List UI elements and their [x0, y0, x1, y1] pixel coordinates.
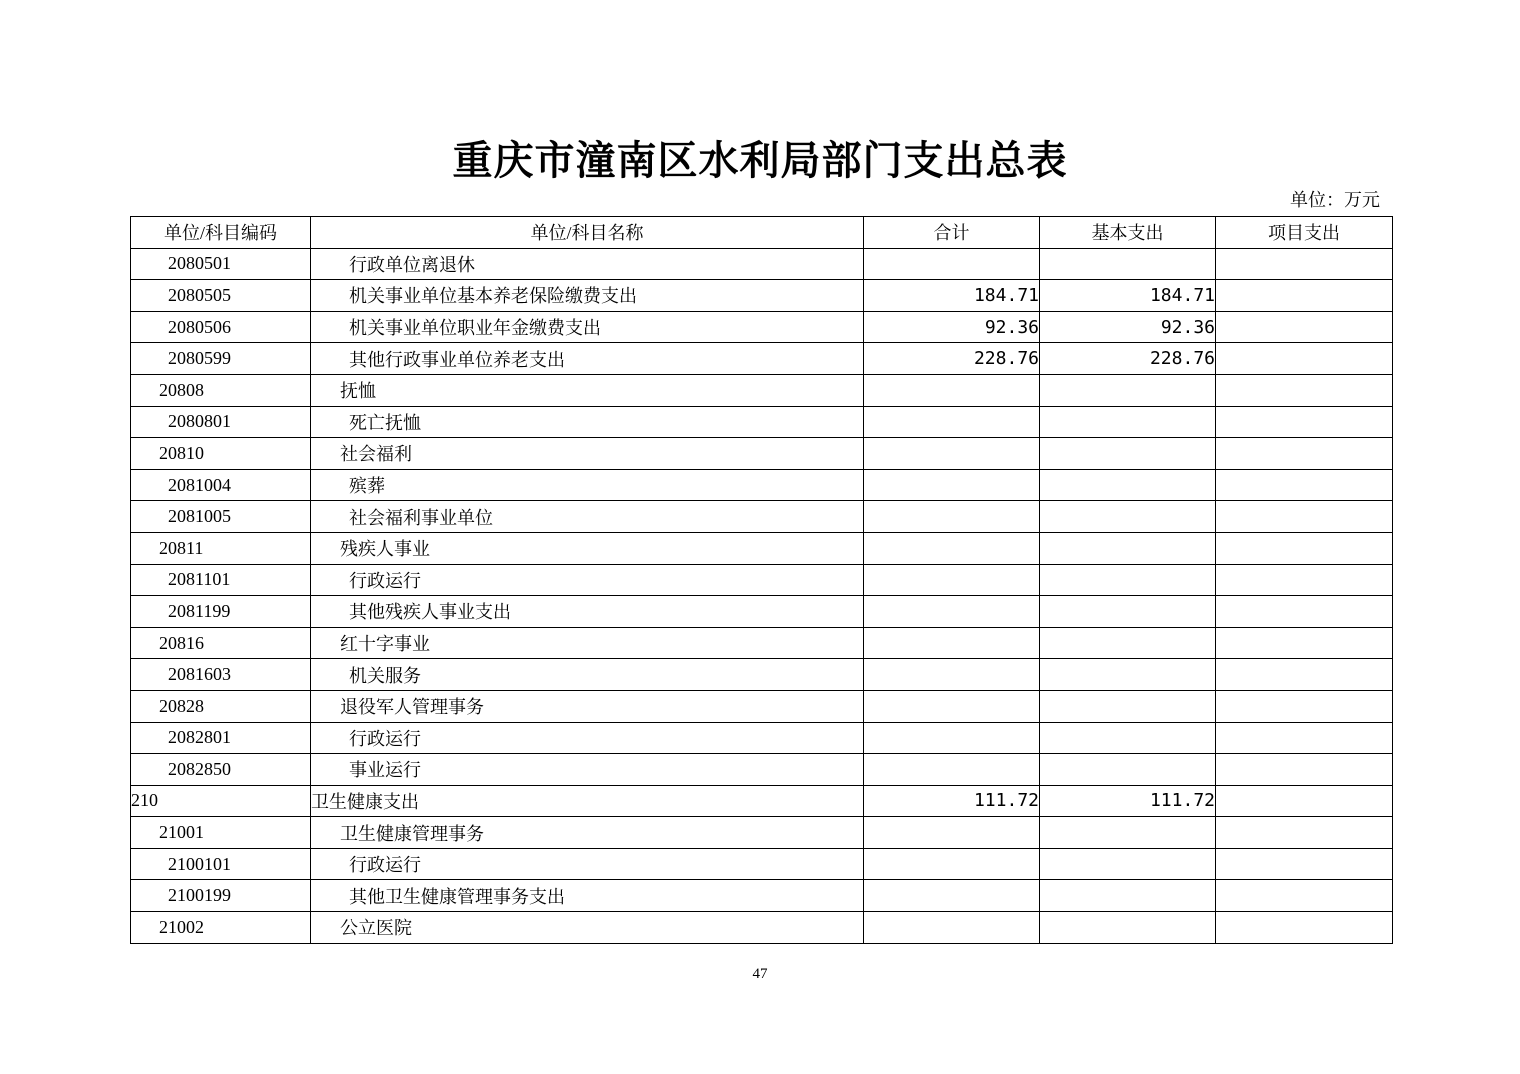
page-title: 重庆市潼南区水利局部门支出总表	[452, 138, 1068, 183]
expenditure-table	[130, 216, 1393, 944]
basic-cell	[1040, 722, 1216, 754]
table-row	[131, 311, 1393, 343]
project-cell	[1216, 532, 1393, 564]
code-cell: 2080801	[131, 406, 311, 438]
table-row	[131, 438, 1393, 470]
name-cell: 其他卫生健康管理事务支出	[311, 880, 864, 912]
project-cell	[1216, 722, 1393, 754]
project-cell	[1216, 406, 1393, 438]
name-cell: 行政运行	[311, 564, 864, 596]
total-cell	[864, 406, 1040, 438]
code-cell: 20811	[131, 532, 311, 564]
header-code: 单位/科目编码	[131, 217, 311, 249]
project-cell	[1216, 564, 1393, 596]
total-cell	[864, 438, 1040, 470]
total-cell: 92.36	[864, 311, 1040, 343]
name-cell: 行政单位离退休	[311, 248, 864, 280]
table-row	[131, 785, 1393, 817]
name-cell: 社会福利事业单位	[311, 501, 864, 533]
table-row	[131, 248, 1393, 280]
table-row	[131, 596, 1393, 628]
project-cell	[1216, 280, 1393, 312]
name-cell: 其他残疾人事业支出	[311, 596, 864, 628]
project-cell	[1216, 912, 1393, 944]
basic-cell: 92.36	[1040, 311, 1216, 343]
total-cell	[864, 848, 1040, 880]
table-row	[131, 374, 1393, 406]
basic-cell	[1040, 817, 1216, 849]
project-cell	[1216, 343, 1393, 375]
name-cell: 社会福利	[311, 438, 864, 470]
table-body	[131, 248, 1393, 943]
project-cell	[1216, 596, 1393, 628]
code-cell: 2081101	[131, 564, 311, 596]
project-cell	[1216, 754, 1393, 786]
project-cell	[1216, 469, 1393, 501]
name-cell: 红十字事业	[311, 627, 864, 659]
project-cell	[1216, 501, 1393, 533]
code-cell: 2082850	[131, 754, 311, 786]
name-cell: 机关服务	[311, 659, 864, 691]
code-cell: 20810	[131, 438, 311, 470]
total-cell: 111.72	[864, 785, 1040, 817]
table-row	[131, 659, 1393, 691]
total-cell	[864, 817, 1040, 849]
name-cell: 其他行政事业单位养老支出	[311, 343, 864, 375]
basic-cell	[1040, 532, 1216, 564]
header-total: 合计	[864, 217, 1040, 249]
code-cell: 2081603	[131, 659, 311, 691]
code-cell: 2080506	[131, 311, 311, 343]
name-cell: 死亡抚恤	[311, 406, 864, 438]
code-cell: 20816	[131, 627, 311, 659]
code-cell: 20808	[131, 374, 311, 406]
name-cell: 机关事业单位职业年金缴费支出	[311, 311, 864, 343]
project-cell	[1216, 880, 1393, 912]
table-row	[131, 469, 1393, 501]
code-cell: 2100199	[131, 880, 311, 912]
table-row	[131, 912, 1393, 944]
total-cell	[864, 912, 1040, 944]
total-cell	[864, 501, 1040, 533]
table-row	[131, 848, 1393, 880]
basic-cell	[1040, 374, 1216, 406]
code-cell: 2081004	[131, 469, 311, 501]
name-cell: 殡葬	[311, 469, 864, 501]
table-row	[131, 280, 1393, 312]
total-cell	[864, 754, 1040, 786]
project-cell	[1216, 848, 1393, 880]
table-row	[131, 880, 1393, 912]
name-cell: 机关事业单位基本养老保险缴费支出	[311, 280, 864, 312]
name-cell: 公立医院	[311, 912, 864, 944]
project-cell	[1216, 438, 1393, 470]
basic-cell	[1040, 406, 1216, 438]
basic-cell	[1040, 501, 1216, 533]
code-cell: 2100101	[131, 848, 311, 880]
basic-cell	[1040, 627, 1216, 659]
project-cell	[1216, 817, 1393, 849]
name-cell: 抚恤	[311, 374, 864, 406]
code-cell: 21002	[131, 912, 311, 944]
code-cell: 2081199	[131, 596, 311, 628]
project-cell	[1216, 311, 1393, 343]
basic-cell	[1040, 659, 1216, 691]
code-cell: 20828	[131, 690, 311, 722]
header-basic: 基本支出	[1040, 217, 1216, 249]
total-cell	[864, 690, 1040, 722]
basic-cell	[1040, 596, 1216, 628]
name-cell: 事业运行	[311, 754, 864, 786]
basic-cell: 228.76	[1040, 343, 1216, 375]
code-cell: 2080599	[131, 343, 311, 375]
name-cell: 卫生健康支出	[311, 785, 864, 817]
total-cell: 228.76	[864, 343, 1040, 375]
basic-cell	[1040, 912, 1216, 944]
table-row	[131, 690, 1393, 722]
project-cell	[1216, 248, 1393, 280]
basic-cell	[1040, 438, 1216, 470]
project-cell	[1216, 659, 1393, 691]
table-row	[131, 754, 1393, 786]
basic-cell	[1040, 690, 1216, 722]
total-cell	[864, 248, 1040, 280]
code-cell: 21001	[131, 817, 311, 849]
project-cell	[1216, 374, 1393, 406]
code-cell: 210	[131, 785, 311, 817]
name-cell: 行政运行	[311, 722, 864, 754]
total-cell	[864, 564, 1040, 596]
table-row	[131, 532, 1393, 564]
total-cell	[864, 627, 1040, 659]
unit-label: 单位：万元	[1290, 190, 1380, 210]
total-cell	[864, 469, 1040, 501]
table-row	[131, 343, 1393, 375]
basic-cell	[1040, 564, 1216, 596]
total-cell	[864, 659, 1040, 691]
total-cell	[864, 532, 1040, 564]
total-cell: 184.71	[864, 280, 1040, 312]
header-name: 单位/科目名称	[311, 217, 864, 249]
basic-cell: 184.71	[1040, 280, 1216, 312]
total-cell	[864, 722, 1040, 754]
name-cell: 残疾人事业	[311, 532, 864, 564]
basic-cell	[1040, 880, 1216, 912]
name-cell: 卫生健康管理事务	[311, 817, 864, 849]
name-cell: 退役军人管理事务	[311, 690, 864, 722]
table-row	[131, 722, 1393, 754]
basic-cell	[1040, 469, 1216, 501]
table-header-row	[131, 217, 1393, 249]
table-row	[131, 406, 1393, 438]
table-row	[131, 564, 1393, 596]
page-number: 47	[752, 966, 768, 982]
basic-cell: 111.72	[1040, 785, 1216, 817]
total-cell	[864, 596, 1040, 628]
header-project: 项目支出	[1216, 217, 1393, 249]
basic-cell	[1040, 754, 1216, 786]
code-cell: 2080505	[131, 280, 311, 312]
basic-cell	[1040, 248, 1216, 280]
project-cell	[1216, 690, 1393, 722]
code-cell: 2082801	[131, 722, 311, 754]
basic-cell	[1040, 848, 1216, 880]
total-cell	[864, 374, 1040, 406]
total-cell	[864, 880, 1040, 912]
code-cell: 2080501	[131, 248, 311, 280]
table-row	[131, 627, 1393, 659]
name-cell: 行政运行	[311, 848, 864, 880]
table-row	[131, 501, 1393, 533]
table-row	[131, 817, 1393, 849]
project-cell	[1216, 785, 1393, 817]
project-cell	[1216, 627, 1393, 659]
code-cell: 2081005	[131, 501, 311, 533]
